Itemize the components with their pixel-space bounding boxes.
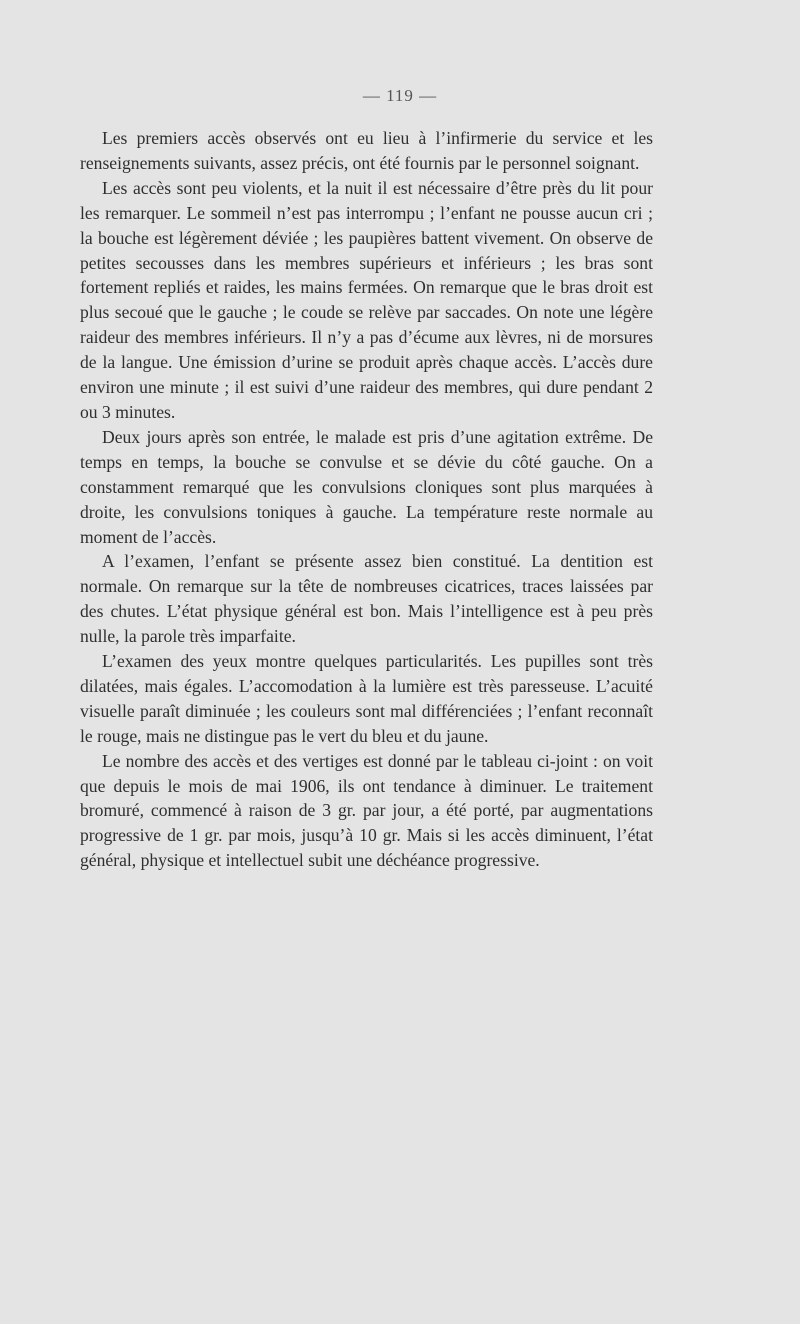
paragraph-1: Les premiers accès observés ont eu lieu à l’infirmerie du service et les renseignements suivants, assez précis, ont été fournis par le personnel soignant. (80, 128, 653, 173)
paragraph-4: A l’examen, l’enfant se présente assez bien constitué. La dentition est normale. On remarque sur la tête de nombreuses cicatrices, traces laissées par des chutes. L’état physique général est bon. Mais l’intelligence est à peu près nulle, la parole très imparfaite. (80, 551, 653, 647)
body-text (80, 126, 653, 873)
page-number: — 119 — (362, 86, 438, 105)
paragraph-2: Les accès sont peu violents, et la nuit il est nécessaire d’être près du lit pour les remarquer. Le sommeil n’est pas interrompu ; l’enfant ne pousse aucun cri ; la bouche est légèrement déviée ; les paupières battent vivement. On observe de petites secousses dans les membres supérieurs et inférieurs ; les bras sont fortement repliés et raides, les mains fermées. On remarque que le bras droit est plus secoué que le gauche ; le coude se relève par saccades. On note une légère raideur des membres inférieurs. Il n’y a pas d’écume aux lèvres, ni de morsures de la langue. Une émission d’urine se produit après chaque accès. L’accès dure environ une minute ; il est suivi d’une raideur des membres, qui dure pendant 2 ou 3 minutes. (80, 177, 653, 422)
paragraph-6: Le nombre des accès et des vertiges est donné par le tableau ci-joint : on voit que depuis le mois de mai 1906, ils ont tendance à diminuer. Le traitement bromuré, commencé à raison de 3 gr. par jour, a été porté, par augmentations progressive de 1 gr. par mois, jusqu’à 10 gr. Mais si les accès diminuent, l’état général, physique et intellectuel subit une déchéance progressive. (80, 750, 653, 871)
paragraph-3: Deux jours après son entrée, le malade est pris d’une agitation extrême. De temps en temps, la bouche se convulse et se dévie du côté gauche. On a constamment remarqué que les convulsions cloniques sont plus marquées à droite, les convulsions toniques à gauche. La température reste normale au moment de l’accès. (80, 426, 653, 547)
paragraph-5: L’examen des yeux montre quelques particularités. Les pupilles sont très dilatées, mais égales. L’accomodation à la lumière est très paresseuse. L’acuité visuelle paraît diminuée ; les couleurs sont mal différenciées ; l’enfant reconnaît le rouge, mais ne distingue pas le vert du bleu et du jaune. (80, 651, 653, 746)
